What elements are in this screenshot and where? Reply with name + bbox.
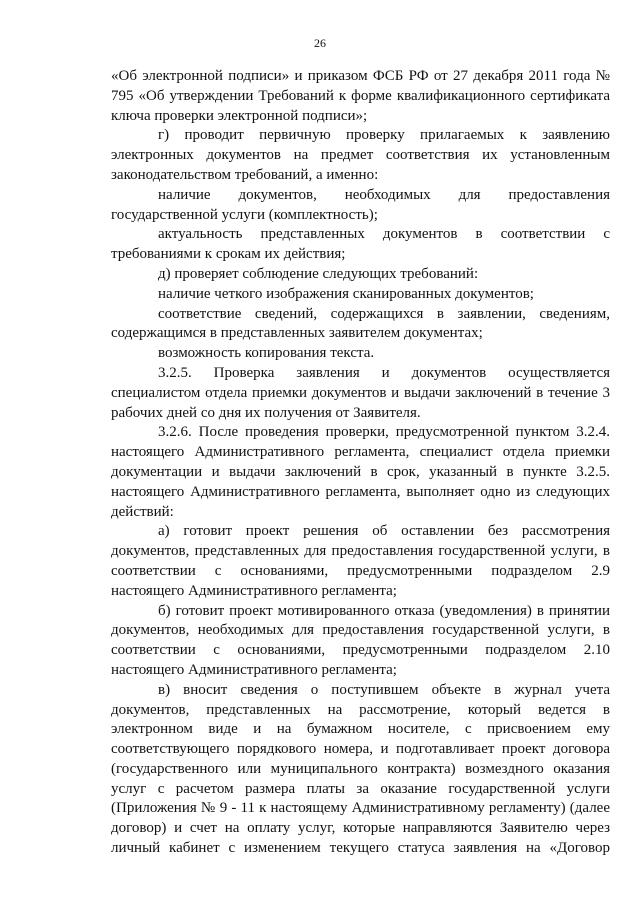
paragraph-item-v: в) вносит сведения о поступившем объекте в журнал учета документов, представленных на рассмотрение, который ведется в электронном виде и на бумажном носителе, с присвоением ему соответствующего порядкового номера, и подготавливает проект договора (государственного или муниципального контракта) возмездного оказания услуг с расчетом размера платы за оказание государственной услуги (Приложения № 9 - 11 к настоящему Административному регламенту) (далее договор) и счет на оплату услуг, которые направляются Заявителю через личный кабинет с изменением текущего статуса заявления на «Договор — [111, 681, 610, 857]
page-number: 26 — [314, 36, 326, 50]
paragraph-item-b: б) готовит проект мотивированного отказа (уведомления) в принятии документов, необходимых для предоставления государственной услуги, в соответствии с основаниями, предусмотренными подразделом 2.10 настоящего Административного регламента; — [111, 602, 610, 678]
paragraph-completeness: наличие документов, необходимых для предоставления государственной услуги (комплектность); — [111, 186, 610, 223]
paragraph-item-d: д) проверяет соблюдение следующих требований: — [158, 265, 479, 282]
paragraph-signature-law: «Об электронной подписи» и приказом ФСБ РФ от 27 декабря 2011 года № 795 «Об утверждении Требований к форме квалификационного сертификата ключа проверки электронной подписи»; — [111, 68, 610, 124]
paragraph-copy-text: возможность копирования текста. — [158, 345, 375, 362]
paragraph-3-2-5: 3.2.5. Проверка заявления и документов осуществляется специалистом отдела приемки документов и выдачи заключений в течение 3 рабочих дней со дня их получения от Заявителя. — [111, 364, 610, 421]
paragraph-item-a: а) готовит проект решения об оставлении без рассмотрения документов, представленных для предоставления государственной услуги, в соответствии с основаниями, предусмотренными подразделом 2.9 настоящего Административного регламента; — [111, 523, 610, 599]
paragraph-data-match: соответствие сведений, содержащихся в заявлении, сведениям, содержащимся в представленных заявителем документах; — [111, 305, 610, 342]
paragraph-relevance: актуальность представленных документов в соответствии с требованиями к срокам их действия; — [111, 226, 610, 263]
paragraph-scan-quality: наличие четкого изображения сканированных документов; — [158, 285, 534, 302]
paragraph-3-2-6: 3.2.6. После проведения проверки, предусмотренной пунктом 3.2.4. настоящего Административного регламента, специалист отдела приемки документации и выдачи заключений в срок, указанный в пункте 3.2.5. настоящего Административного регламента, выполняет одно из следующих действий: — [111, 424, 610, 520]
document-body — [111, 67, 610, 859]
paragraph-item-g: г) проводит первичную проверку прилагаемых к заявлению электронных документов на предмет соответствия их установленным законодательством требований, а именно: — [111, 127, 610, 183]
